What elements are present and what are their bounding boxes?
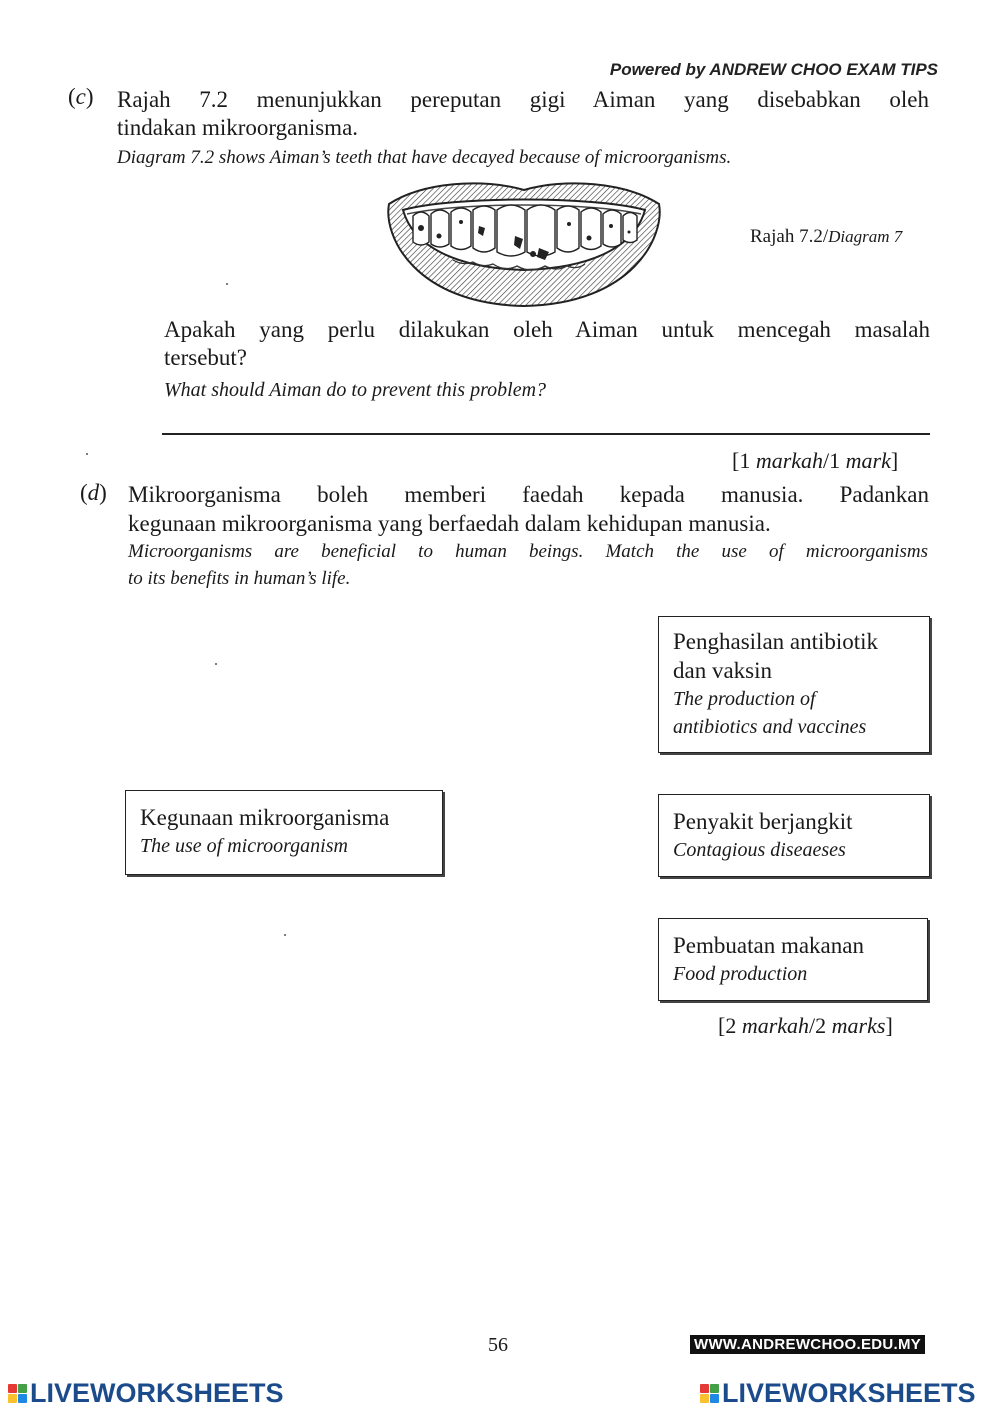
question-d-text-ms-line2: kegunaan mikroorganisma yang berfaedah dalam kehidupan manusia. xyxy=(128,511,771,536)
question-c-prompt-ms-line1: Apakah yang perlu dilakukan oleh Aiman untuk mencegah masalah xyxy=(164,317,930,342)
question-c-marks: [1 markah/1 mark] xyxy=(732,448,899,473)
question-c-prompt-ms-line2: tersebut? xyxy=(164,345,248,370)
diagram-caption: Rajah 7.2/Diagram 7 xyxy=(750,226,903,247)
option-antibiotics-en-line1: The production of xyxy=(673,688,816,710)
option-contagious-en: Contagious diseaeses xyxy=(673,839,846,861)
liveworksheets-brand-text: LIVEWORKSHEETS xyxy=(722,1378,976,1408)
question-d-marks: [2 markah/2 marks] xyxy=(718,1013,893,1038)
match-source-ms: Kegunaan mikroorganisma xyxy=(140,805,390,830)
question-c-text-en: Diagram 7.2 shows Aiman’s teeth that have decayed because of microorganisms. xyxy=(117,147,732,168)
scan-speck xyxy=(226,283,228,285)
scan-speck xyxy=(86,453,88,455)
page-number: 56 xyxy=(488,1334,508,1356)
scan-speck xyxy=(215,663,217,665)
question-c-text-ms-line2: tindakan mikroorganisma. xyxy=(117,115,359,140)
option-food-en: Food production xyxy=(673,963,808,985)
website-banner: WWW.ANDREWCHOO.EDU.MY xyxy=(690,1335,925,1354)
option-contagious-ms: Penyakit berjangkit xyxy=(673,809,853,834)
liveworksheets-brand-right xyxy=(700,1378,976,1409)
match-source-box[interactable] xyxy=(125,790,443,875)
question-d-text-en-line2: to its benefits in human’s life. xyxy=(128,568,351,589)
option-food-ms: Pembuatan makanan xyxy=(673,933,864,958)
question-c-text-ms-line1: Rajah 7.2 menunjukkan pereputan gigi Aiman yang disebabkan oleh xyxy=(117,87,929,112)
match-option-contagious-diseases[interactable] xyxy=(658,794,930,877)
question-d-text-en-line1: Microorganisms are beneficial to human beings. Match the use of microorganisms xyxy=(128,541,928,562)
match-source-en: The use of microorganism xyxy=(140,835,348,857)
option-antibiotics-ms-line1: Penghasilan antibiotik xyxy=(673,629,879,654)
powered-by-banner: Powered by ANDREW CHOO EXAM TIPS xyxy=(609,60,938,79)
decayed-teeth-diagram xyxy=(383,176,665,310)
liveworksheets-logo-icon xyxy=(8,1384,27,1403)
question-d-text-ms-line1: Mikroorganisma boleh memberi faedah kepada manusia. Padankan xyxy=(128,482,929,507)
question-c-prompt-en: What should Aiman do to prevent this problem? xyxy=(164,379,547,401)
match-option-antibiotics[interactable] xyxy=(658,616,930,753)
question-d-label: (d) xyxy=(80,480,107,505)
question-c-label: (c) xyxy=(68,84,94,109)
match-option-food-production[interactable] xyxy=(658,918,928,1001)
option-antibiotics-ms-line2: dan vaksin xyxy=(673,658,773,683)
scan-speck xyxy=(284,934,286,936)
option-antibiotics-en-line2: antibiotics and vaccines xyxy=(673,716,867,738)
question-c-answer-line xyxy=(162,433,930,435)
liveworksheets-brand-text: LIVEWORKSHEETS xyxy=(30,1378,284,1408)
liveworksheets-logo-icon xyxy=(700,1384,719,1403)
liveworksheets-brand-left xyxy=(8,1378,284,1409)
question-c-answer-input[interactable] xyxy=(162,404,934,434)
